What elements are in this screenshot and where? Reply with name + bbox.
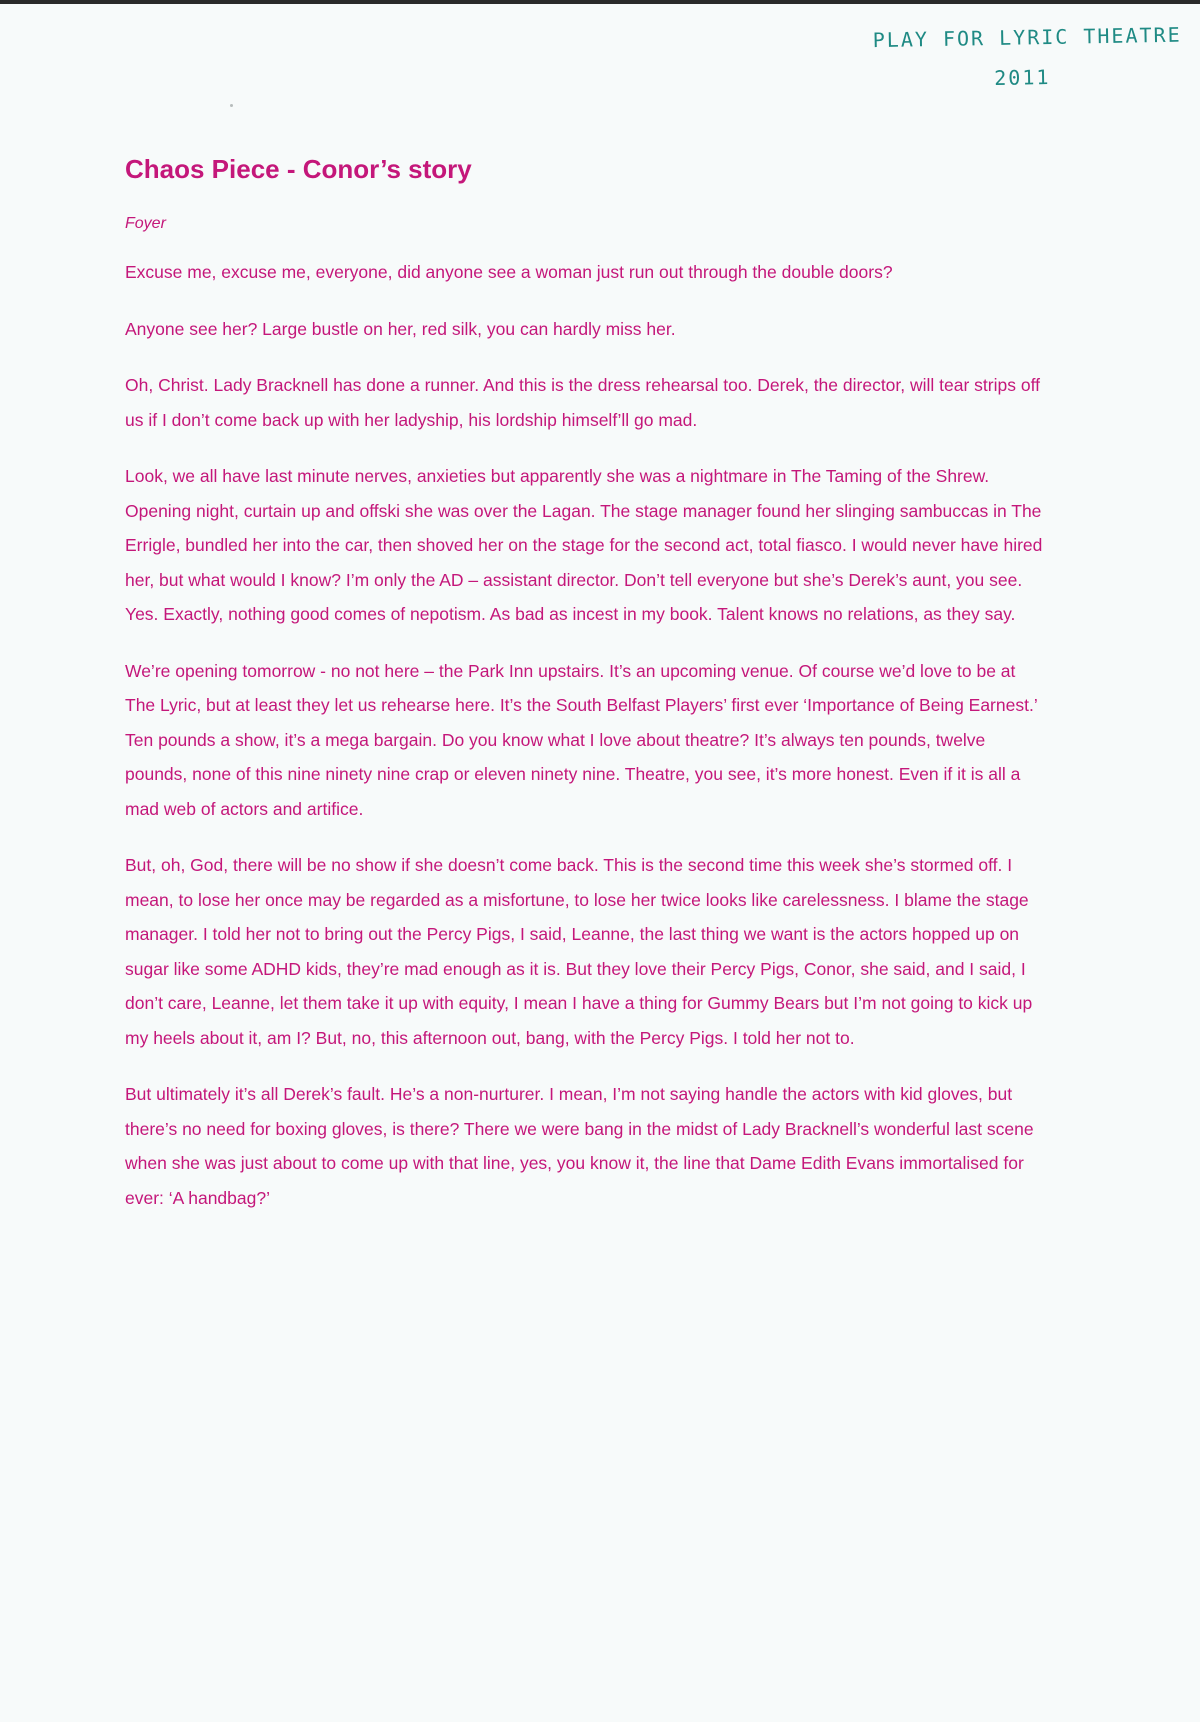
paragraph: But, oh, God, there will be no show if she doesn’t come back. This is the second time this week she’s stormed off. I mean, to lose her once may be regarded as a misfortune, to lose her twice looks like carelessness. I blame the stage manager. I told her not to bring out the Percy Pigs, I said, Leanne, the last thing we want is the actors hopped up on sugar like some ADHD kids, they’re mad enough as it is. But they love their Percy Pigs, Conor, she said, and I said, I don’t care, Leanne, let them take it up with equity, I mean I have a thing for Gummy Bears but I’m not going to kick up my heels about it, am I? But, no, this afternoon out, bang, with the Percy Pigs. I told her not to. — [125, 855, 1033, 1048]
page-title: Chaos Piece - Conor’s story — [125, 154, 472, 184]
paragraph: Oh, Christ. Lady Bracknell has done a runner. And this is the dress rehearsal too. Derek, the director, will tear strips off us if I don’t come back up with her ladyship, his lordship himself’ll go mad. — [125, 375, 1040, 430]
paragraph: Anyone see her? Large bustle on her, red silk, you can hardly miss her. — [125, 318, 676, 339]
script-content — [125, 154, 1050, 1237]
paragraph: We’re opening tomorrow - no not here – the Park Inn upstairs. It’s an upcoming venue. Of course we’d love to be at The Lyric, but at least they let us rehearse here. It’s the South Belfast Players’ first ever ‘Importance of Being Earnest.’ Ten pounds a show, it’s a mega bargain. Do you know what I love about theatre? It’s always ten pounds, twelve pounds, none of this nine ninety nine crap or eleven ninety nine. Theatre, you see, it’s more honest. Even if it is all a mad web of actors and artifice. — [125, 660, 1038, 819]
paragraph: Look, we all have last minute nerves, anxieties but apparently she was a nightmare in The Taming of the Shrew. Opening night, curtain up and offski she was over the Lagan. The stage manager found her slinging sambuccas in The Errigle, bundled her into the car, then shoved her on the stage for the second act, total fiasco. I would never have hired her, but what would I know? I’m only the AD – assistant director. Don’t tell everyone but she’s Derek’s aunt, you see. Yes. Exactly, nothing good comes of nepotism. As bad as incest in my book. Talent knows no relations, as they say. — [125, 466, 1043, 624]
handwritten-annotation — [801, 15, 1182, 102]
annotation-line-2: 2011 — [994, 64, 1051, 90]
stage-direction: Foyer — [125, 215, 166, 232]
scan-speck — [230, 104, 233, 107]
annotation-line-1: PLAY FOR LYRIC THEATRE — [872, 22, 1182, 53]
paragraph: Excuse me, excuse me, everyone, did anyone see a woman just run out through the double doors? — [125, 262, 893, 282]
paragraph: But ultimately it’s all Derek’s fault. He’s a non-nurturer. I mean, I’m not saying handle the actors with kid gloves, but there’s no need for boxing gloves, is there? There we were bang in the midst of Lady Bracknell’s wonderful last scene when she was just about to come up with that line, yes, you know it, the line that Dame Edith Evans immortalised for ever: ‘A handbag?’ — [125, 1084, 1034, 1208]
